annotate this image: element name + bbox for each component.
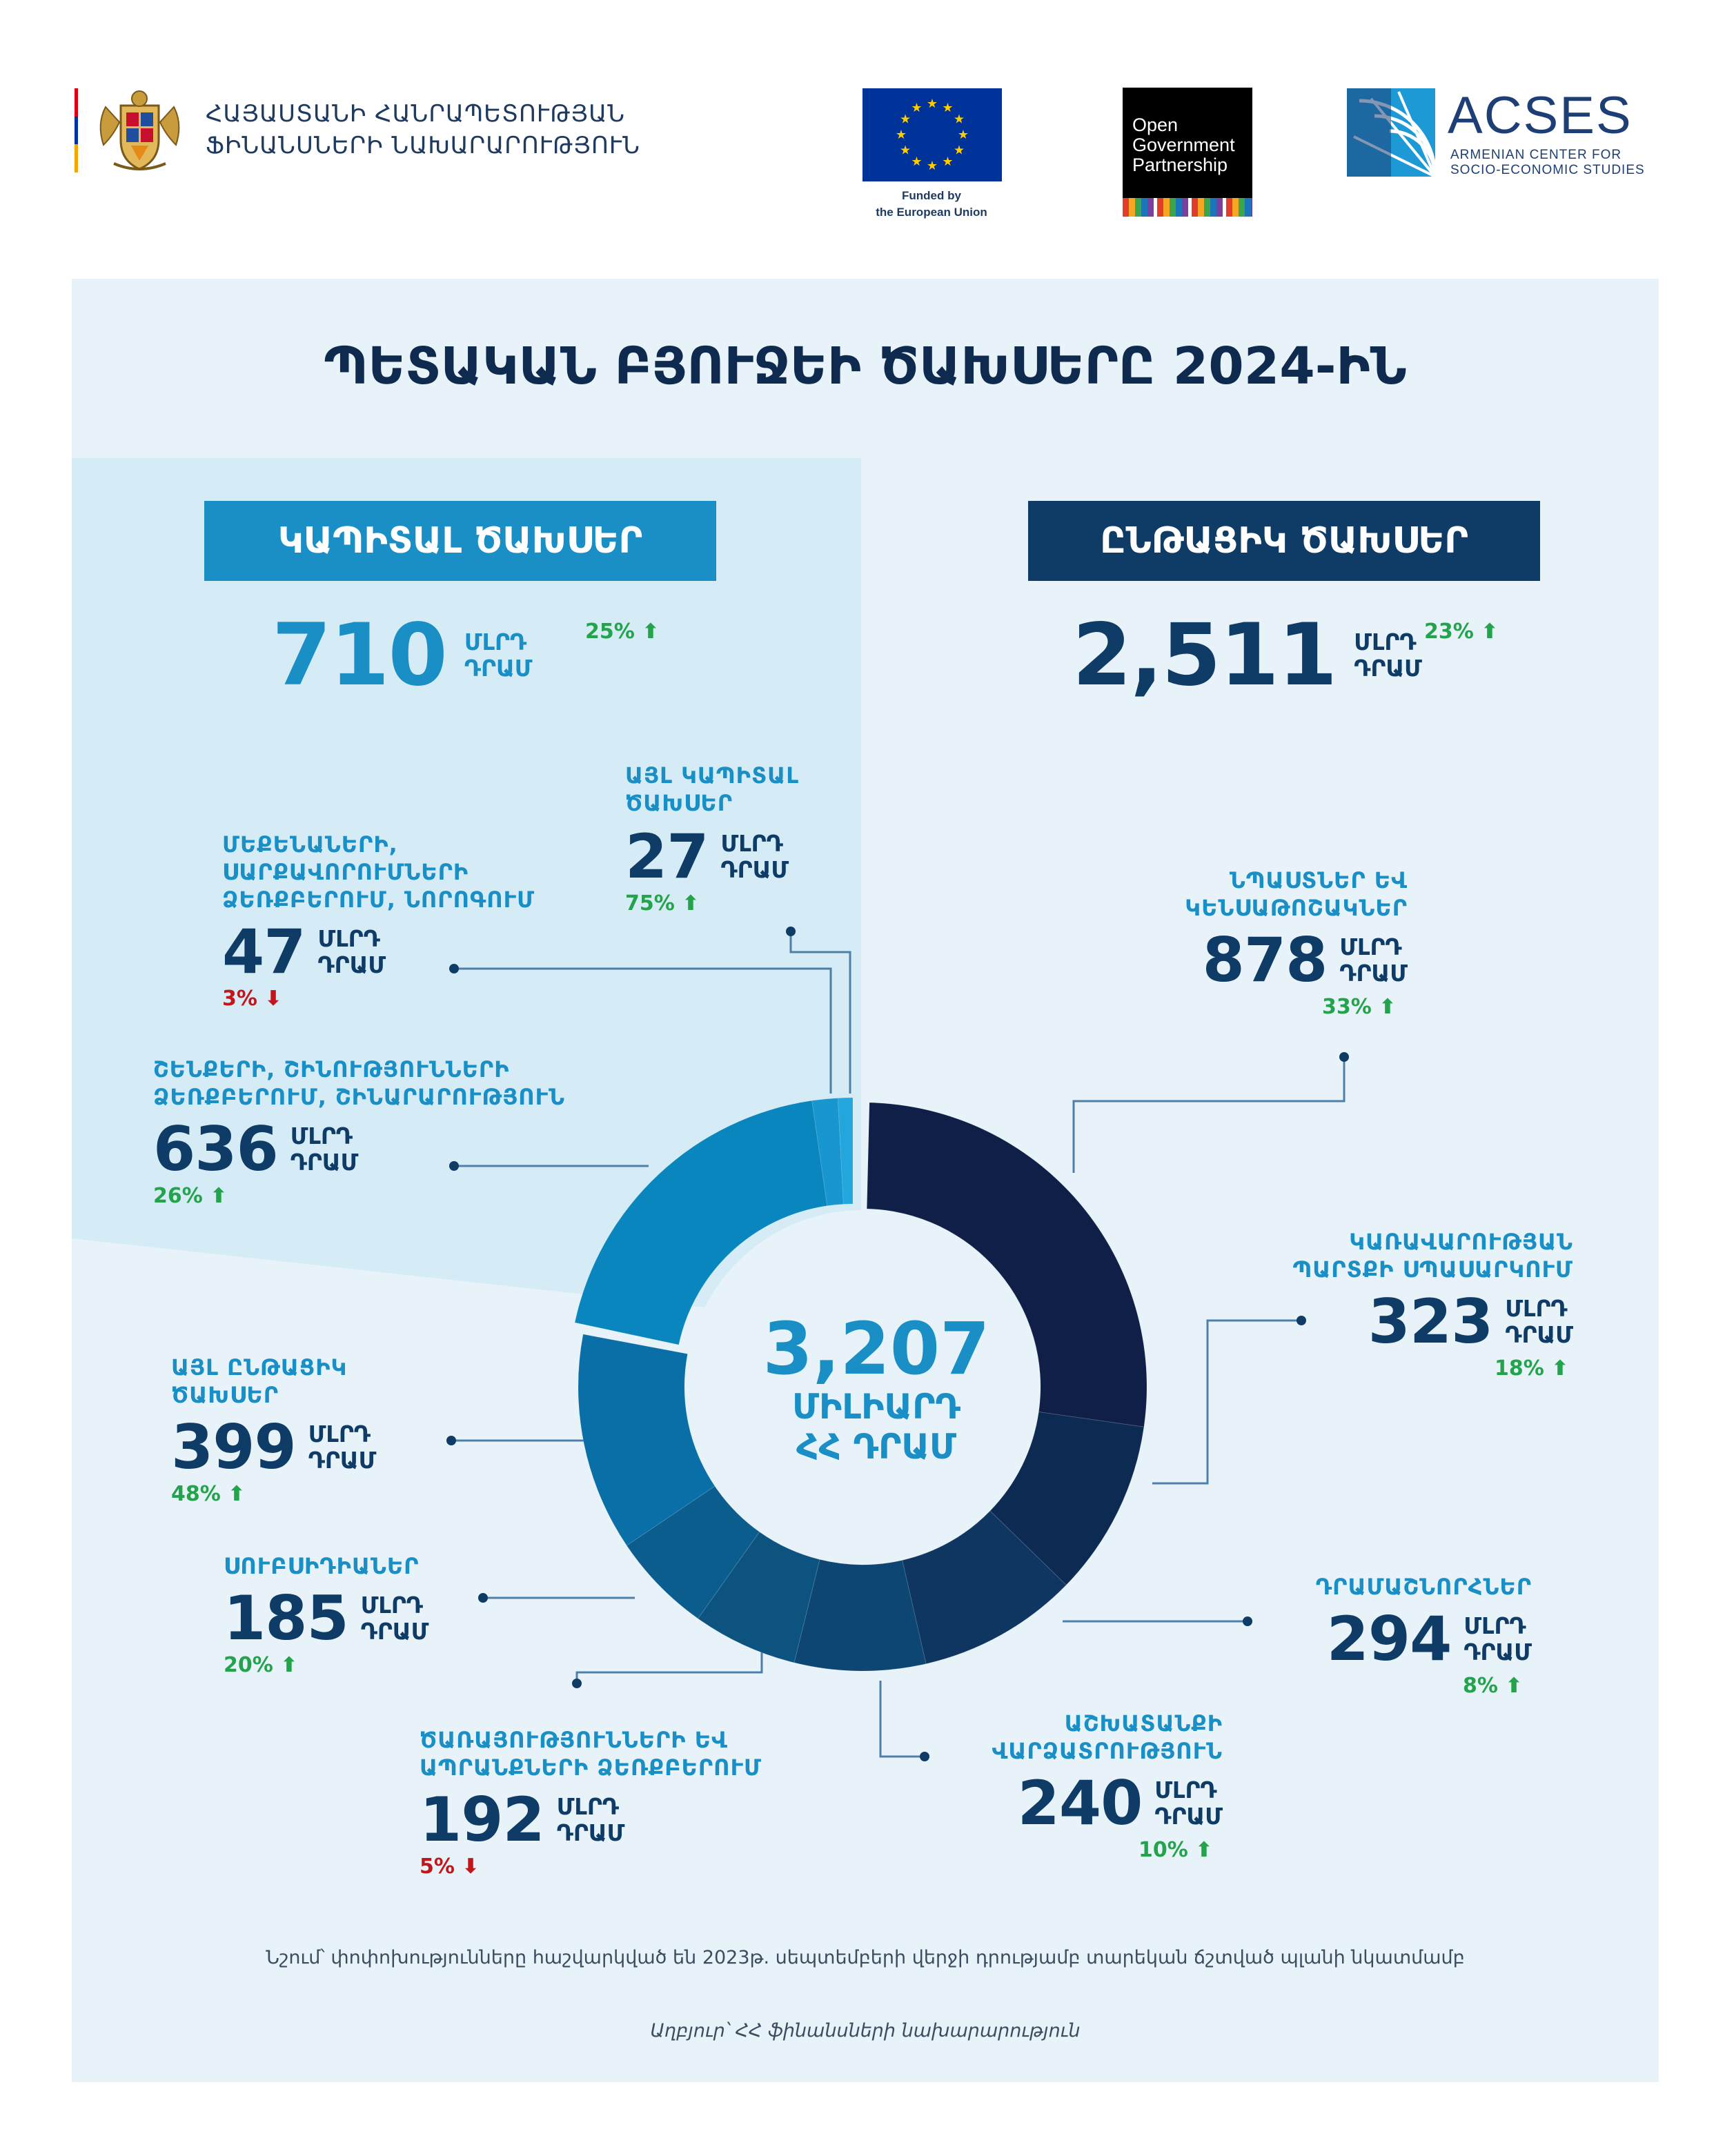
- ministry-line-2: ՖԻՆԱՆՍՆԵՐԻ ՆԱԽԱՐԱՐՈՒԹՅՈՒՆ: [206, 132, 640, 159]
- arrow-up-icon: ⬆: [642, 620, 660, 644]
- eu-star: ★: [942, 154, 954, 169]
- eu-star: ★: [942, 101, 954, 116]
- label-line: ԱՊՐԱՆՔՆԵՐԻ ՁԵՌՔԲԵՐՈՒՄ: [420, 1754, 762, 1781]
- current-total: [1072, 606, 1422, 705]
- arrow-down-icon: ⬇: [462, 1855, 480, 1879]
- acses-name: ACSES: [1448, 86, 1633, 145]
- ogp-line-1: Open: [1132, 115, 1179, 135]
- unit-line: ՄԼՐԴ: [1154, 1777, 1217, 1803]
- label-line: ՄԵՔԵՆԱՆԵՐԻ,: [222, 831, 398, 858]
- change-value: 10%: [1138, 1838, 1188, 1862]
- label-line: ԾԱԽՍԵՐ: [625, 790, 733, 816]
- current-unit-2: ԴՐԱՄ: [1354, 655, 1422, 682]
- eu-caption-line-2: the European Union: [876, 206, 987, 219]
- unit-line: ՄԼՐԴ: [1339, 933, 1402, 960]
- eu-caption-line-1: Funded by: [902, 189, 961, 202]
- eu-star: ★: [957, 128, 969, 142]
- arrow-up-icon: ⬆: [1481, 620, 1499, 644]
- capital-total-value: 710: [272, 606, 446, 705]
- change: [153, 1184, 565, 1208]
- change-value: 3%: [222, 987, 257, 1011]
- label-line: ՎԱՐՁԱՏՐՈՒԹՅՈՒՆ: [992, 1738, 1223, 1764]
- value: 636: [153, 1114, 278, 1185]
- change-value: 26%: [153, 1184, 203, 1208]
- change-value: 18%: [1495, 1356, 1544, 1381]
- acses-sub-2: SOCIO-ECONOMIC STUDIES: [1450, 163, 1645, 177]
- arrow-up-icon: ⬆: [228, 1482, 246, 1506]
- current-total-value: 2,511: [1072, 606, 1337, 705]
- change: [1495, 1356, 1573, 1381]
- center-line-2: ՀՀ ԴՐԱՄ: [796, 1427, 956, 1467]
- eu-star: ★: [926, 97, 938, 111]
- footnote: Նշում՝ փոփոխությունները հաշվարկված են 2023թ. սեպտեմբերի վերջի դրությամբ տարեկան ճշտված պլանի նկատմամբ: [266, 1947, 1465, 1968]
- label-line: ԾԱԽՍԵՐ: [171, 1382, 279, 1408]
- label-line: ՆՊԱՍՏՆԵՐ ԵՎ: [1229, 867, 1408, 893]
- arrow-up-icon: ⬆: [682, 891, 700, 916]
- unit-line: ԴՐԱՄ: [317, 951, 386, 978]
- capital-unit-2: ԴՐԱՄ: [464, 655, 533, 682]
- change-value: 33%: [1322, 995, 1372, 1019]
- item-other-capital: [625, 762, 799, 916]
- item-grants: [1228, 1573, 1532, 1698]
- leader-dot: [786, 927, 796, 936]
- value: 27: [625, 821, 709, 892]
- value: 878: [1202, 924, 1328, 996]
- value: 399: [171, 1412, 296, 1483]
- arrow-up-icon: ⬆: [1195, 1838, 1213, 1862]
- eu-star: ★: [899, 143, 911, 158]
- current-total-unit: [1354, 629, 1422, 682]
- unit-line: ԴՐԱՄ: [1154, 1803, 1223, 1830]
- item-services-goods: [420, 1726, 762, 1879]
- unit-line: ՄԼՐԴ: [720, 830, 783, 857]
- unit-line: ԴՐԱՄ: [290, 1149, 359, 1176]
- item-machinery: [222, 831, 535, 1011]
- label-line: ՍՈՒԲՍԻԴԻԱՆԵՐ: [224, 1553, 420, 1579]
- change-value: 5%: [420, 1855, 455, 1879]
- current-unit-1: ՄԼՐԴ: [1354, 629, 1417, 655]
- unit-line: ՄԼՐԴ: [290, 1122, 353, 1149]
- change: [625, 891, 799, 916]
- item-buildings: [153, 1056, 565, 1208]
- eu-star: ★: [899, 112, 911, 127]
- donut-center: [721, 1307, 1032, 1467]
- change: [420, 1855, 762, 1879]
- value: 47: [222, 916, 306, 987]
- capital-unit-1: ՄԼՐԴ: [464, 629, 527, 655]
- capital-banner: ԿԱՊԻՏԱԼ ԾԱԽՍԵՐ: [204, 501, 716, 581]
- unit-line: ԴՐԱՄ: [1463, 1639, 1532, 1665]
- label-line: ՁԵՌՔԲԵՐՈՒՄ, ՇԻՆԱՐԱՐՈՒԹՅՈՒՆ: [153, 1084, 565, 1110]
- center-line-1: ՄԻԼԻԱՐԴ: [792, 1387, 960, 1427]
- unit-line: ՄԼՐԴ: [360, 1592, 423, 1619]
- eu-star: ★: [926, 159, 938, 173]
- label-line: ԿԵՆՍԱԹՈՇԱԿՆԵՐ: [1185, 895, 1408, 921]
- unit-line: ԴՐԱՄ: [556, 1819, 625, 1846]
- change-value: 75%: [625, 891, 675, 916]
- label-line: ԿԱՌԱՎԱՐՈՒԹՅԱՆ: [1349, 1229, 1573, 1255]
- change-value: 8%: [1463, 1674, 1498, 1698]
- label-line: ՊԱՐՏՔԻ ՍՊԱՍԱՐԿՈՒՄ: [1292, 1256, 1573, 1283]
- unit-line: ԴՐԱՄ: [360, 1618, 429, 1645]
- eu-star: ★: [911, 101, 923, 116]
- change-value: 48%: [171, 1482, 221, 1506]
- label-line: ԱՇԽԱՏԱՆՔԻ: [1064, 1710, 1223, 1737]
- leader-dot: [1339, 1052, 1349, 1062]
- item-subsidies: [224, 1552, 428, 1677]
- unit-line: ՄԼՐԴ: [1463, 1612, 1526, 1639]
- source-line: Աղբյուր՝ ՀՀ ֆինանսների նախարարություն: [650, 2020, 1081, 2041]
- ogp-line-3: Partnership: [1132, 155, 1228, 175]
- capital-change: [585, 620, 659, 644]
- page-title: ՊԵՏԱԿԱՆ ԲՅՈՒՋԵԻ ԾԱԽՍԵՐԸ 2024-ԻՆ: [324, 337, 1407, 396]
- label-line: ԱՅԼ ԿԱՊԻՏԱԼ: [625, 762, 800, 789]
- unit-line: ԴՐԱՄ: [1505, 1321, 1573, 1348]
- unit-line: ԴՐԱՄ: [720, 856, 789, 883]
- item-wages: [959, 1710, 1223, 1862]
- change: [1138, 1838, 1223, 1862]
- item-other-current: [171, 1354, 376, 1506]
- value: 323: [1368, 1286, 1493, 1357]
- eu-star: ★: [953, 112, 965, 127]
- change: [171, 1482, 376, 1506]
- label-line: ԱՅԼ ԸՆԹԱՑԻԿ: [171, 1354, 348, 1381]
- current-banner: ԸՆԹԱՑԻԿ ԾԱԽՍԵՐ: [1028, 501, 1540, 581]
- label-line: ՇԵՆՔԵՐԻ, ՇԻՆՈՒԹՅՈՒՆՆԵՐԻ: [153, 1056, 510, 1082]
- change: [224, 1653, 428, 1677]
- label-line: ՍԱՐՔԱՎՈՐՈՒՄՆԵՐԻ: [222, 859, 469, 885]
- current-change: [1424, 620, 1498, 644]
- change: [222, 987, 535, 1011]
- unit-line: ՄԼՐԴ: [308, 1421, 371, 1447]
- arrow-up-icon: ⬆: [280, 1653, 298, 1677]
- value: 192: [420, 1784, 544, 1855]
- leader-dot: [478, 1593, 488, 1603]
- arrow-up-icon: ⬆: [1551, 1356, 1569, 1381]
- center-value: 3,207: [762, 1307, 990, 1391]
- eu-star: ★: [895, 128, 907, 142]
- label-line: ԾԱՌԱՅՈՒԹՅՈՒՆՆԵՐԻ ԵՎ: [420, 1727, 728, 1753]
- change-value: 20%: [224, 1653, 273, 1677]
- unit-line: ԴՐԱՄ: [308, 1447, 377, 1474]
- eu-star: ★: [911, 154, 923, 169]
- arrow-up-icon: ⬆: [1505, 1674, 1523, 1698]
- capital-change-value: 25%: [585, 620, 635, 644]
- arrow-up-icon: ⬆: [1379, 995, 1397, 1019]
- eu-star: ★: [953, 143, 965, 158]
- capital-total-unit: [464, 629, 533, 682]
- change: [1463, 1674, 1532, 1698]
- leader-line: [880, 1681, 925, 1757]
- label-line: ՁԵՌՔԲԵՐՈՒՄ, ՆՈՐՈԳՈՒՄ: [222, 887, 535, 913]
- arrow-down-icon: ⬇: [264, 987, 282, 1011]
- value: 185: [224, 1583, 348, 1654]
- acses-sub-1: ARMENIAN CENTER FOR: [1450, 148, 1622, 162]
- value: 240: [1017, 1768, 1143, 1839]
- capital-total: [272, 606, 533, 705]
- label-line: ԴՐԱՄԱՇՆՈՐՀՆԵՐ: [1315, 1574, 1532, 1600]
- item-debt: [1173, 1228, 1573, 1381]
- leader-dot: [446, 1436, 456, 1445]
- ogp-line-2: Government: [1132, 135, 1235, 155]
- change: [1322, 995, 1408, 1019]
- item-benefits: [1132, 867, 1408, 1019]
- current-change-value: 23%: [1424, 620, 1474, 644]
- unit-line: ՄԼՐԴ: [556, 1793, 619, 1820]
- arrow-up-icon: ⬆: [210, 1184, 228, 1208]
- unit-line: ԴՐԱՄ: [1339, 960, 1408, 987]
- value: 294: [1326, 1603, 1452, 1674]
- leader-dot: [920, 1752, 929, 1761]
- unit-line: ՄԼՐԴ: [317, 925, 380, 952]
- ministry-line-1: ՀԱՅԱՍՏԱՆԻ ՀԱՆՐԱՊԵՏՈՒԹՅԱՆ: [206, 100, 625, 128]
- unit-line: ՄԼՐԴ: [1505, 1295, 1568, 1322]
